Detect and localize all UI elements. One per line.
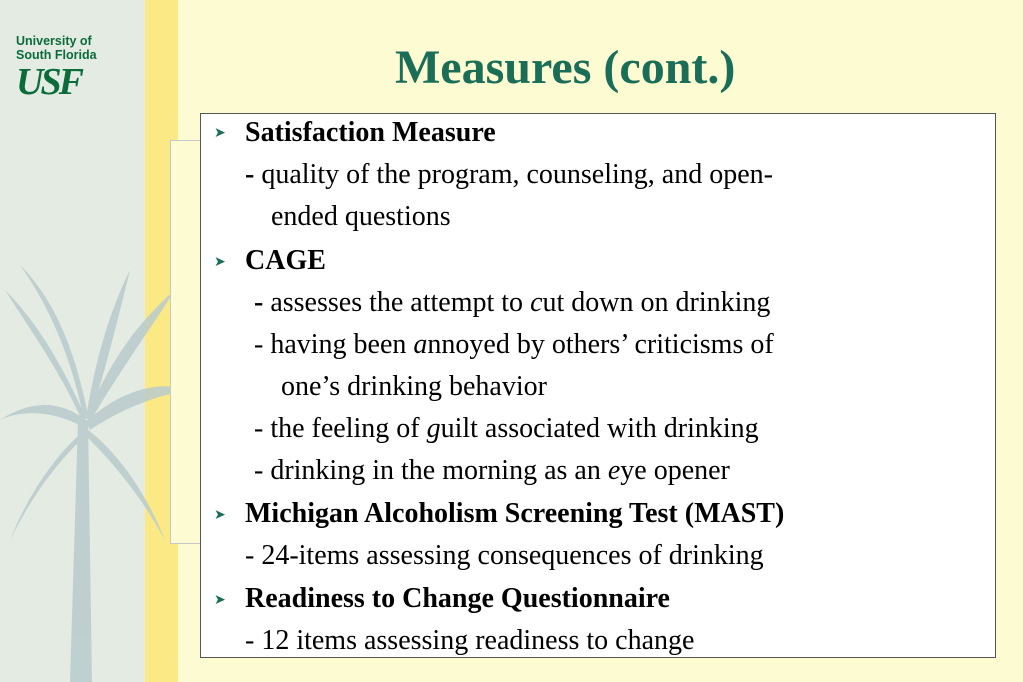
logo-line-2: South Florida (16, 48, 97, 62)
bullet-subline-pre: assesses the attempt to (270, 287, 531, 318)
logo-mark: USF (16, 61, 81, 103)
bullet-subline: one’s drinking behavior (281, 371, 547, 402)
bullet-heading: Satisfaction Measure (245, 117, 496, 148)
bullet-subline-post: nnoyed by others’ criticisms of (427, 329, 774, 360)
bullet-subline-letter: a (413, 329, 428, 360)
bullet-heading-text: Michigan Alcoholism Screening Test (245, 498, 678, 529)
arrowhead-bullet-icon: ➤ (214, 593, 226, 608)
bullet-subline-letter: c (530, 287, 543, 318)
bullet-subline-text: quality of the program, counseling, and open- (261, 159, 773, 190)
bullet-subline-post: ye opener (620, 455, 730, 486)
content-box (200, 113, 996, 658)
bullet-subline-pre: - having been (254, 329, 414, 360)
bullet-subline: - 12 items assessing readiness to change (245, 625, 695, 656)
bullet-heading: Readiness to Change Questionnaire (245, 583, 670, 614)
bullet-subline: ended questions (271, 201, 451, 232)
palm-tree-icon (0, 250, 190, 682)
bullet-subline (254, 286, 770, 320)
bullet-subline-pre: - the feeling of (254, 413, 427, 444)
bullet-heading (245, 497, 784, 531)
bullet-subline-letter: g (426, 413, 441, 444)
bullet-heading: CAGE (245, 245, 326, 276)
bullet-subline (254, 328, 774, 362)
bullet-dash: - (245, 159, 262, 190)
arrowhead-bullet-icon: ➤ (214, 126, 226, 141)
bullet-subline-post: ut down on drinking (542, 287, 771, 318)
bullet-subline (254, 454, 730, 488)
arrowhead-bullet-icon: ➤ (214, 508, 226, 523)
arrowhead-bullet-icon: ➤ (214, 255, 226, 270)
slide-title: Measures (cont.) (395, 41, 736, 94)
bullet-subline (245, 158, 773, 192)
bullet-subline-letter: e (607, 455, 621, 486)
bullet-heading-suffix: (MAST) (677, 498, 785, 529)
bullet-dash: - (254, 287, 271, 318)
bullet-subline-pre: - drinking in the morning as an (254, 455, 608, 486)
bullet-subline-post: uilt associated with drinking (440, 413, 759, 444)
bullet-subline: - 24-items assessing consequences of drinking (245, 540, 764, 571)
usf-logo (16, 34, 136, 101)
bullet-subline (254, 412, 759, 446)
logo-line-1: University of (16, 34, 92, 48)
